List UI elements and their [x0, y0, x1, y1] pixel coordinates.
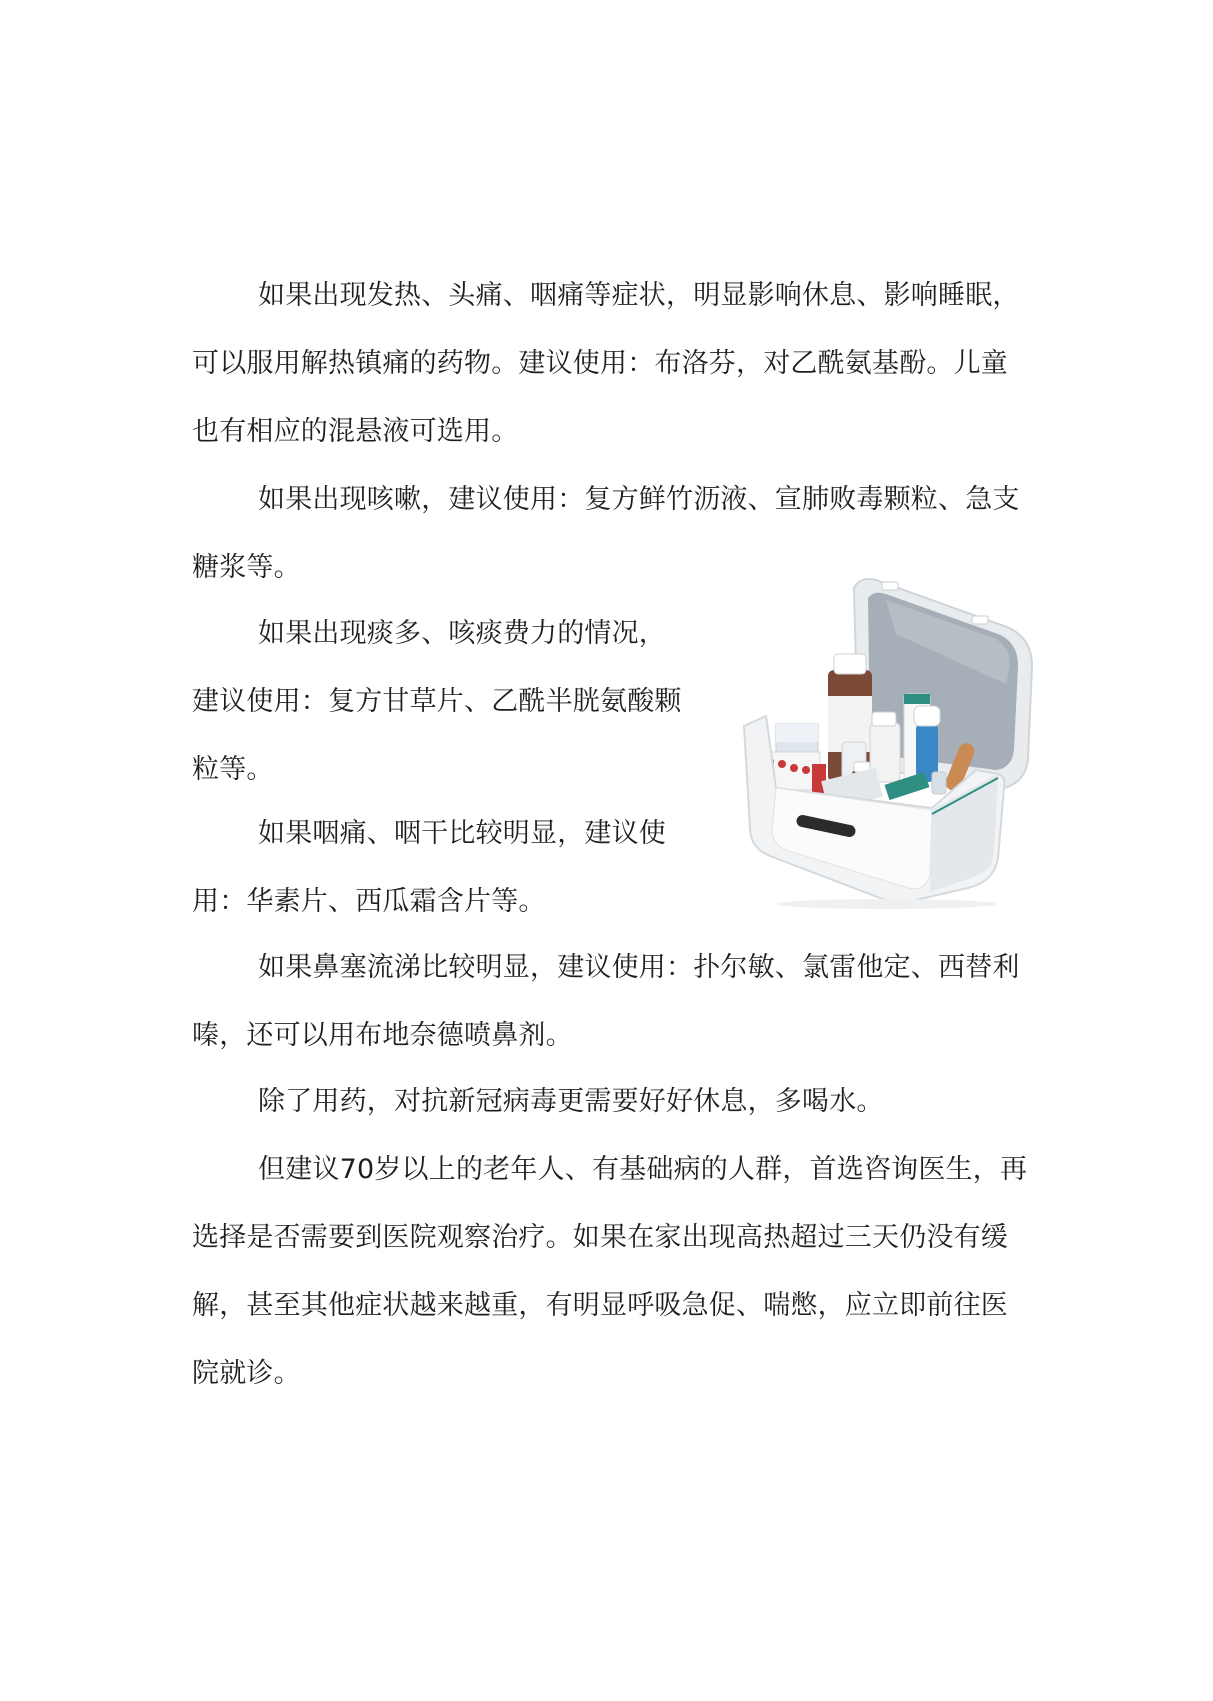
paragraph-throat: 如果咽痛、咽干比较明显，建议使用：华素片、西瓜霜含片等。 [192, 818, 666, 917]
medicine-kit-illustration [736, 574, 1046, 910]
paragraph-nasal: 如果鼻塞流涕比较明显，建议使用：扑尔敏、氯雷他定、西替利嗪，还可以用布地奈德喷鼻剂。 [192, 952, 1020, 1051]
paragraph-cough: 如果出现咳嗽，建议使用：复方鲜竹沥液、宣肺败毒颗粒、急支糖浆等。 [192, 484, 1020, 583]
paragraph-fever: 如果出现发热、头痛、咽痛等症状，明显影响休息、影响睡眠，可以服用解热镇痛的药物。建议使用：布洛芬，对乙酰氨基酚。儿童也有相应的混悬液可选用。 [192, 280, 1020, 447]
paragraph-elderly: 但建议70岁以上的老年人、有基础病的人群，首选咨询医生，再选择是否需要到医院观察治疗。如果在家出现高热超过三天仍没有缓解，甚至其他症状越来越重，有明显呼吸急促、喘憋，应立即前往医院就诊。 [192, 1154, 1028, 1389]
paragraph-rest: 除了用药，对抗新冠病毒更需要好好休息，多喝水。 [258, 1086, 884, 1117]
paragraph-phlegm: 如果出现痰多、咳痰费力的情况，建议使用：复方甘草片、乙酰半胱氨酸颗粒等。 [192, 618, 682, 785]
